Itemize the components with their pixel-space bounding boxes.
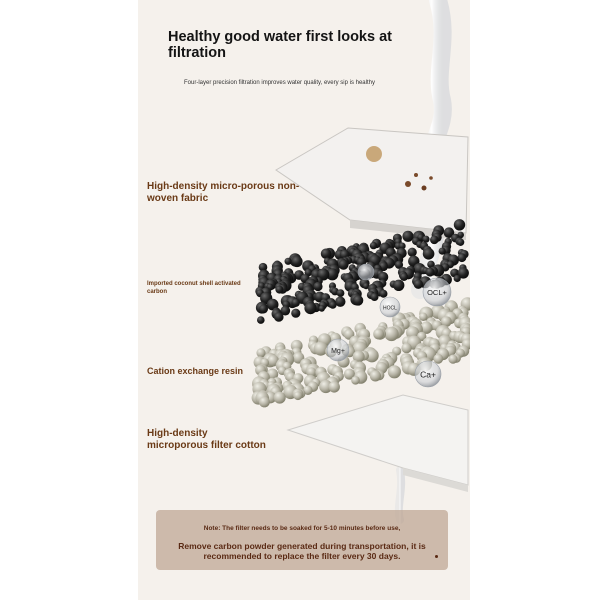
carbon-granule — [285, 258, 292, 265]
layer-label-fabric: High-density micro-porous non-woven fabric — [147, 181, 300, 204]
layer-label-cotton: High-density microporous filter cotton — [147, 428, 266, 451]
carbon-granule — [292, 299, 300, 307]
carbon-granule — [439, 248, 446, 255]
carbon-granule — [274, 312, 284, 322]
carbon-granule — [338, 260, 348, 270]
carbon-granule — [408, 248, 417, 257]
carbon-granule — [380, 290, 388, 298]
resin-bead — [388, 365, 401, 378]
carbon-granule — [321, 249, 332, 260]
ocl-label: OCL+ — [427, 288, 447, 297]
cotton-layer — [288, 395, 468, 485]
resin-bead — [384, 327, 398, 341]
page-title: Healthy good water first looks at filtration — [168, 29, 392, 61]
carbon-granule — [291, 256, 302, 267]
carbon-granule — [430, 236, 439, 245]
carbon-granule — [393, 280, 404, 291]
layer-label-resin: Cation exchange resin — [147, 366, 244, 376]
carbon-granule — [329, 301, 337, 309]
carbon-granule — [370, 242, 377, 249]
resin-bead — [329, 381, 340, 392]
carbon-granule — [319, 305, 325, 311]
resin-bead — [401, 343, 411, 353]
resin-bead — [448, 355, 457, 364]
carbon-granule — [337, 289, 345, 297]
carbon-granule — [313, 282, 322, 291]
carbon-granule — [414, 280, 423, 289]
carbon-granule — [335, 297, 345, 307]
carbon-granule — [257, 316, 265, 324]
carbon-granule — [275, 286, 283, 294]
resin-bead — [274, 392, 286, 404]
carbon-granule — [402, 231, 413, 242]
carbon-granule — [454, 275, 461, 282]
carbon-granule — [304, 302, 316, 314]
resin-bead — [294, 391, 303, 400]
carbon-granule — [371, 293, 379, 301]
ca-bubble — [415, 361, 441, 387]
resin-bead — [419, 313, 427, 321]
carbon-granule — [457, 239, 464, 246]
note-dot — [435, 555, 438, 558]
resin-bead — [351, 376, 360, 385]
carbon-granule — [423, 248, 435, 260]
resin-bead — [373, 329, 384, 340]
hocl-bubble — [380, 297, 400, 317]
mg-bubble — [327, 339, 349, 361]
page-subtitle: Four-layer precision filtration improves water quality, every sip is healthy — [184, 80, 375, 86]
carbon-granule — [291, 309, 300, 318]
resin-bead — [370, 370, 381, 381]
carbon-granule — [422, 236, 429, 243]
ocl-bubble — [423, 278, 451, 306]
air-bubble — [358, 264, 374, 280]
carbon-granule — [353, 295, 363, 305]
product-panel — [138, 0, 470, 600]
carbon-granule — [259, 305, 268, 314]
hocl-label: HOCL — [383, 305, 397, 312]
usage-note — [156, 510, 448, 570]
layer-label-carbon: Imported coconut shell activated carbon — [147, 281, 241, 295]
carbon-granule — [426, 268, 435, 277]
impurity-particle — [366, 146, 382, 162]
carbon-granule — [454, 219, 465, 230]
note-line-1: Note: The filter needs to be soaked for 5-10 minutes before use, — [203, 525, 401, 532]
note-line-2: Remove carbon powder generated during transportation, it is recommended to replace the filter every 30 days. — [178, 541, 426, 561]
carbon-granule — [400, 273, 408, 281]
mg-label: Mg+ — [331, 348, 345, 355]
resin-bead — [433, 354, 443, 364]
ca-label: Ca+ — [420, 369, 436, 380]
resin-bead — [259, 397, 270, 408]
